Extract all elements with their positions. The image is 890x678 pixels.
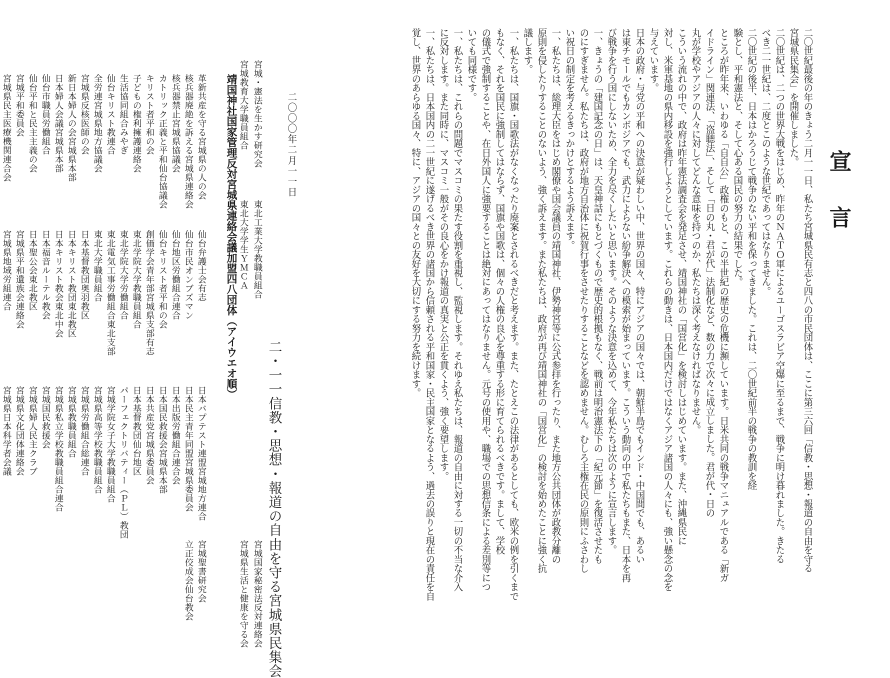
body-column: 宮城県民集会」を開催しました。 [787,28,799,167]
body-column: 二〇世紀最後の年のきょう二月一一日、私たち宮城県民有志と四八の市民団体は、ここに第三六回「信教・思想・報道の自由を守る [801,28,813,574]
organization-item: カトリック正義と平和仙台協議会 [156,74,167,209]
organization-item: 宮城県文化団体連絡会 [13,386,24,476]
organization-item: 日本キリスト教会東北中会 [52,230,63,338]
body-column: のにすぎません。私たちは、政府が地方自治体に祝賀行事をさせたりすることなどを認めません。むしろ主権在民の原則にふさわし [577,28,589,574]
organization-item: 仙台キリスト教連合 [104,74,115,155]
body-column: 二〇世紀は、二つの世界大戦をはじめ、昨年のＮＡＴＯ軍によるユーゴスラビア空爆に至るまで、戦争に明け暮れました。きたる [773,28,785,564]
organization-item: 宮城県民主医療機関連合会 [0,74,11,182]
organization-item: キリスト者平和の会 [143,74,154,155]
body-column: 与えています。 [647,28,659,93]
organization-item: 新日本婦人の会宮城県本部 [65,74,76,182]
organization-item: 宮城平和委員会 [13,74,24,137]
organization-item: 仙台弁護士会有志 [195,230,206,302]
organization-item: 日本キリスト教団東北教区 [65,230,76,338]
document-title: 宣言 [826,150,852,262]
organization-item: 創価学会青年部宮城県支部有志 [143,230,154,356]
organization-item: 宮城県反核医師の会 [78,74,89,155]
organization-item: 東北大学職員組合 [91,230,102,302]
body-column: べき二一世紀は、二度とこのような世紀であってはなりません。 [759,28,771,296]
organization-item: 宮城県平和遺族会連絡会 [13,230,24,329]
body-column: に反対します。また同時に、マスコミ一般がその良心をかけ報道の真実と公正を貫くよう、強く要望します。 [437,28,449,481]
organization-item: 日本福音ルーテル教会 [39,230,50,320]
body-column: 一、私たちは、これらの問題でマスコミの果たす役割を重視し、監視します。それゆえ私たちは、報道の自由に対する一切の不当な介入 [451,28,463,592]
organization-item: 宮城県労働組合総連合 [78,386,89,476]
organization-item: 宮城学院女子大学教職員組合 [104,386,115,503]
body-column: 覚し、世界のあらゆる国々、特に、アジアの国々との友好を大切にする努力を続けます。 [409,28,421,398]
organization-item: 仙台市民オンブズマン [182,230,193,320]
organization-item: 宮城県日本科学者会議 [0,386,11,476]
body-column: 一、きょうの「建国記念の日」は、天皇神話にもとづくもので歴史的根拠もなく、戦前は明治憲法下の「紀元節」を復活させたも [591,28,603,564]
organization-item: 宮城県高等学校教職員組合 [91,386,102,494]
organization-item: 宮城・憲法を生かす研究会 [251,60,262,168]
body-column: こういう流れの中で、政府は昨年憲法調査会を発足させ、靖国神社の「国営化」を検討しはじめています。また、沖縄県民に [675,28,687,546]
body-column: 議します。 [521,28,533,75]
organization-item: 宮城県生活と健康を守る会 [237,540,248,648]
body-column: 一、私たちは、日本国内の二一世紀に遂げるべき世界の諸国から信頼される平和国家・民主国家となるよう、過去の誤りと現在の責任を自 [423,28,435,601]
organization-item: 宮城教育大学職員組合 [237,60,248,150]
organization-item: 宮城国民救援会 [39,386,50,449]
organization-item: 日本国民救援会宮城県本部 [156,386,167,494]
body-column: い祝日の制定を考えるきっかけとするよう訴えます。 [563,28,575,250]
organization-item: パーフェクトリバティー（ＰＬ）教団 [117,386,128,539]
body-column: 丸が学校やアジアの人々に対してどんな意味を持つのか、私たちは深く考えなければなりません。 [689,28,701,435]
document-date: 二〇〇〇年二月一一日 [285,92,297,198]
body-column: 日本の政府・与党の平和への決意が疑わしい中、世界の国々、特にアジアの国々では、朝鮮半島でもインド・中国間でも、あるい [633,28,645,564]
body-column: 一、私たちは、総理大臣をはじめ閣僚や国会議員の靖国神社、伊勢神宮等に公式参拝を行ったり、また地方公共団体が政教分離の [549,28,561,564]
organization-item: 宮城聖書研究会 [195,540,206,603]
organization-item: 生活協同組合みやぎ [117,74,128,155]
organization-item: 立正佼成会仙台教会 [182,540,193,621]
body-column: 二〇世紀の後半、日本はかろうじて戦争のない平和を保ってきました。これは、二〇世紀前半の戦争の教訓を経 [745,28,757,491]
organization-item: 日本出版労働組合連合会 [169,386,180,485]
organization-item: 日本聖公会東北教区 [26,230,37,311]
organization-item: 東北学院大学教職員組合 [130,230,141,329]
organization-item: 仙台平和と民主主義の会 [26,74,37,173]
organization-item: 日本バプテスト連盟宮城地方連合 [195,386,206,521]
organization-item: 宮城国家秘密法反対連絡会 [251,540,262,648]
body-column: ところが昨年来、いわゆる「自自公」政権のもと、この半世紀の歴史の危機に瀕しています。日米共同の戦争マニュアルである「新ガ [717,28,729,583]
organization-item: 革新共産を守る宮城県の人の会 [195,74,206,200]
organization-item: 日本民主青年同盟宮城県委員会 [182,386,193,512]
organization-item: 日本基督教団仙台地区 [130,386,141,476]
organization-item: 日本基督教団奥羽教区 [78,230,89,320]
organization-item: 仙台地区労働組合連合 [169,230,180,320]
organization-item: 東北工業大学教職員組合 [251,200,262,299]
organization-item: 宮城県私立学校教職員組合連合 [52,386,63,512]
organization-item: 日本共産党宮城県委員会 [143,386,154,485]
organization-item: 宮城県教職員組合 [65,386,76,458]
body-column: 対し、米軍基地の県内移設を強行しようとしています。これらの動きは、日本国内だけではなくアジア諸国の人々にも、強い懸念の念を [661,28,673,592]
body-column: 験とし、平和憲法と、そして心ある国民の努力の結果でした。 [731,28,743,287]
organization-item: 宮城県婦人民主クラブ [26,386,37,476]
body-column: 原則を侵したりすることのないよう、強く訴えます。また私たちは、政府が再び靖国神社の「国営化」の検討を始めたことに強く抗 [535,28,547,574]
organization-item: 子どもの権利擁護連絡会 [130,74,141,173]
body-column: もなく、それを国民に強制してはならず、国旗や国歌は、個々の人権の良心を尊重する形に育てられるべきです。まして、学校 [493,28,505,555]
event-headline: 二・一一信教・思想・報道の自由を守る宮城県民集会 [265,340,282,678]
organization-item: 東北大学学生ＹＭＣＡ [237,200,248,290]
body-column: の儀式で強制することや、在日外国人に強要することは絶対にあってはなりません。元号の使用や、職場での思想信条による差別等につ [479,28,491,592]
organization-item: 宮城県地域労組連合 [0,230,11,311]
organization-item: 全労連宮城県地方協議会 [91,74,102,173]
body-column: び戦争を行う国にしないため、全力を尽くしたいと思います。そのような決意を込めて、今年私たちは次のように宣言します。 [605,28,617,555]
organization-item: 仙台市職員労働組合 [39,74,50,155]
organization-item: 核兵器禁止宮城県協議会 [169,74,180,173]
body-column: は東チモールでもカンボジアでも、武力によらない紛争解決への模索が始まっています。こういう動向の中で私たちもまた、日本を再 [619,28,631,583]
organization-item: 日本婦人会議宮城県本部 [52,74,63,173]
organization-item: 核兵器廃絶を訴える宮城県連絡会 [182,74,193,209]
organization-item: 東北学院大学労働組合 [117,230,128,320]
organization-item: 仙台キリスト者平和の会 [156,230,167,329]
body-column: 一、私たちは、国旗・国歌法がなくなったり廃案とされるべきだと考えます。また、たとえこの法律があるとしても、欧米の例を引くまで [507,28,519,601]
organizations-heading: 靖国神社国家管理反対宮城県連絡会議加盟四八団体（アイウエオ順） [225,74,238,400]
body-column: いても同様です。 [465,28,477,102]
body-column: イドライン」関連法、「盗聴法」、そして「日の丸・君が代」法制化など、数の力で次々に成立しました。君が代・日の [703,28,715,518]
organization-item: 東北電気工事労働組合東北支部 [104,230,115,356]
